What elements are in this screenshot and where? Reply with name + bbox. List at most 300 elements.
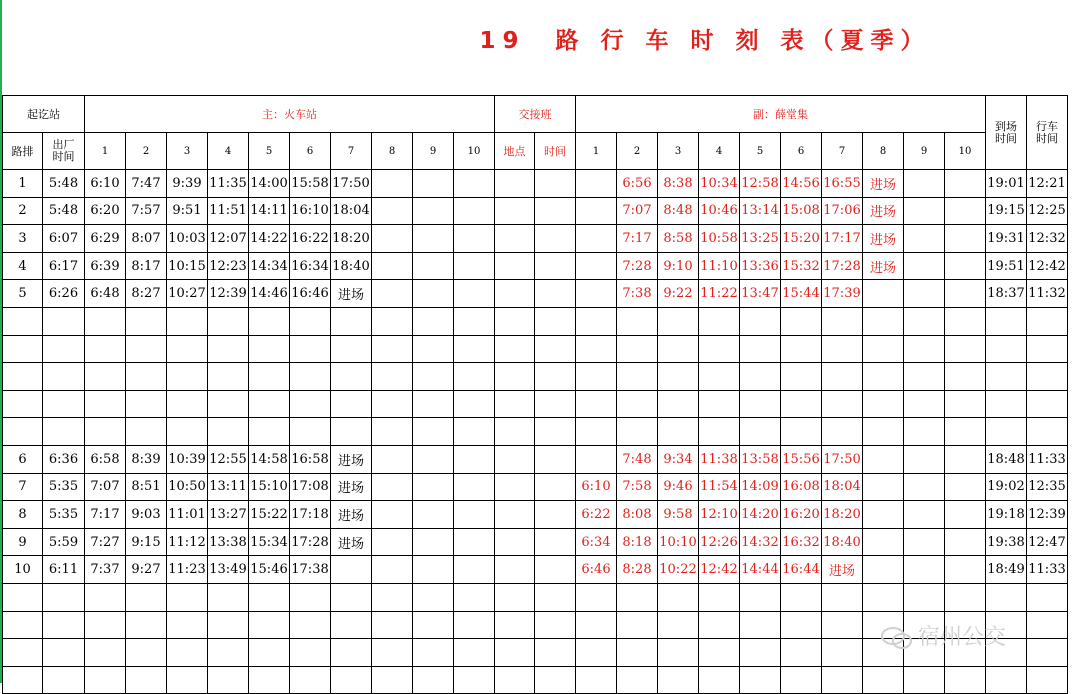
empty-cell (495, 307, 535, 335)
empty-cell (208, 611, 249, 639)
main-time-cell: 17:50 (331, 170, 372, 198)
sub-time-cell: 11:38 (699, 445, 740, 473)
empty-cell (126, 363, 167, 391)
empty-cell (413, 418, 454, 446)
table-row (3, 556, 1068, 584)
main-time-cell: 进场 (331, 501, 372, 529)
empty-cell (904, 307, 945, 335)
empty-cell (3, 390, 43, 418)
handover-place-cell (495, 445, 535, 473)
empty-cell (658, 639, 699, 667)
empty-cell (822, 639, 863, 667)
empty-cell (208, 583, 249, 611)
empty-cell (495, 335, 535, 363)
sub-time-cell: 10:34 (699, 170, 740, 198)
main-time-cell: 15:46 (249, 556, 290, 584)
main-time-cell (454, 528, 495, 556)
main-time-cell: 9:15 (126, 528, 167, 556)
runtime-cell: 12:21 (1027, 170, 1068, 198)
empty-cell (413, 583, 454, 611)
sub-time-cell (576, 170, 617, 198)
empty-cell (167, 307, 208, 335)
main-time-cell: 7:17 (85, 501, 126, 529)
arrive-time-header: 到场 时间 (986, 96, 1027, 170)
empty-cell (617, 611, 658, 639)
empty-cell (43, 363, 85, 391)
main-time-cell: 13:27 (208, 501, 249, 529)
sub-time-cell: 13:25 (740, 225, 781, 253)
main-time-cell: 15:22 (249, 501, 290, 529)
empty-cell (372, 390, 413, 418)
empty-cell (372, 666, 413, 694)
main-time-cell: 9:39 (167, 170, 208, 198)
sub-time-cell: 13:58 (740, 445, 781, 473)
main-time-cell: 6:29 (85, 225, 126, 253)
empty-cell (576, 666, 617, 694)
handover-place-cell (495, 197, 535, 225)
empty-cell (781, 418, 822, 446)
table-row (3, 170, 1068, 198)
main-time-cell: 进场 (331, 528, 372, 556)
sub-time-cell: 13:14 (740, 197, 781, 225)
arrive-cell: 19:31 (986, 225, 1027, 253)
handover-place-header: 地点 (495, 133, 535, 170)
main-col-header: 9 (413, 133, 454, 170)
sub-time-cell: 12:26 (699, 528, 740, 556)
main-time-cell: 12:07 (208, 225, 249, 253)
arrive-cell: 18:37 (986, 280, 1027, 308)
empty-cell (986, 335, 1027, 363)
sub-time-cell: 10:10 (658, 528, 699, 556)
main-time-cell: 14:46 (249, 280, 290, 308)
empty-cell (740, 307, 781, 335)
handover-time-cell (535, 225, 576, 253)
main-col-header: 1 (85, 133, 126, 170)
empty-cell (167, 639, 208, 667)
empty-cell (290, 583, 331, 611)
sub-time-cell: 7:48 (617, 445, 658, 473)
empty-cell (822, 666, 863, 694)
main-time-cell: 6:48 (85, 280, 126, 308)
depart-cell: 5:59 (43, 528, 85, 556)
handover-time-header: 时间 (535, 133, 576, 170)
empty-cell (3, 363, 43, 391)
main-time-cell: 10:27 (167, 280, 208, 308)
sub-time-cell: 15:56 (781, 445, 822, 473)
timetable (2, 95, 1068, 694)
sub-time-cell: 6:10 (576, 473, 617, 501)
main-time-cell: 进场 (331, 280, 372, 308)
main-time-cell: 10:03 (167, 225, 208, 253)
empty-cell (167, 666, 208, 694)
sub-time-cell: 7:07 (617, 197, 658, 225)
sub-time-cell (945, 197, 986, 225)
empty-cell (290, 390, 331, 418)
empty-cell (372, 335, 413, 363)
sub-time-cell: 15:32 (781, 252, 822, 280)
empty-cell (208, 335, 249, 363)
empty-cell (822, 335, 863, 363)
depart-cell: 5:48 (43, 197, 85, 225)
empty-cell (126, 639, 167, 667)
handover-time-cell (535, 528, 576, 556)
empty-cell (454, 639, 495, 667)
runtime-header: 行车 时间 (1027, 96, 1068, 170)
main-time-cell (454, 501, 495, 529)
empty-cell (85, 307, 126, 335)
empty-cell (904, 390, 945, 418)
main-time-cell: 15:10 (249, 473, 290, 501)
empty-cell (945, 363, 986, 391)
empty-cell (904, 583, 945, 611)
runtime-cell: 12:47 (1027, 528, 1068, 556)
main-time-cell: 13:49 (208, 556, 249, 584)
sub-time-cell: 8:08 (617, 501, 658, 529)
sub-time-cell: 13:36 (740, 252, 781, 280)
main-col-header: 3 (167, 133, 208, 170)
empty-cell (43, 418, 85, 446)
empty-row (3, 307, 1068, 335)
main-time-cell (372, 445, 413, 473)
main-time-cell: 11:51 (208, 197, 249, 225)
empty-cell (986, 418, 1027, 446)
sub-time-cell (863, 528, 904, 556)
empty-cell (535, 666, 576, 694)
runtime-cell: 11:32 (1027, 280, 1068, 308)
empty-cell (372, 639, 413, 667)
empty-cell (1027, 307, 1068, 335)
table-row (3, 225, 1068, 253)
empty-cell (945, 583, 986, 611)
main-time-cell: 17:18 (290, 501, 331, 529)
sub-time-cell: 9:46 (658, 473, 699, 501)
empty-cell (1027, 639, 1068, 667)
sub-time-cell (904, 556, 945, 584)
empty-cell (822, 418, 863, 446)
depart-cell: 6:36 (43, 445, 85, 473)
main-time-cell (372, 501, 413, 529)
sub-time-cell: 7:28 (617, 252, 658, 280)
empty-cell (617, 639, 658, 667)
sub-time-cell: 16:44 (781, 556, 822, 584)
handover-place-cell (495, 556, 535, 584)
empty-cell (495, 583, 535, 611)
runtime-cell: 12:39 (1027, 501, 1068, 529)
main-time-cell: 进场 (331, 445, 372, 473)
main-time-cell: 7:37 (85, 556, 126, 584)
sub-time-cell: 14:09 (740, 473, 781, 501)
sub-time-cell (863, 445, 904, 473)
empty-cell (85, 666, 126, 694)
sub-time-cell: 11:54 (699, 473, 740, 501)
handover-time-cell (535, 501, 576, 529)
empty-cell (658, 418, 699, 446)
main-time-cell (454, 170, 495, 198)
sub-time-cell (904, 280, 945, 308)
empty-cell (781, 639, 822, 667)
empty-cell (658, 363, 699, 391)
main-time-cell: 10:15 (167, 252, 208, 280)
empty-cell (576, 390, 617, 418)
main-time-cell: 10:39 (167, 445, 208, 473)
sub-time-cell: 17:06 (822, 197, 863, 225)
empty-cell (781, 335, 822, 363)
table-row (3, 528, 1068, 556)
depart-cell: 5:35 (43, 473, 85, 501)
sub-time-cell: 17:50 (822, 445, 863, 473)
arrive-cell: 18:49 (986, 556, 1027, 584)
empty-cell (43, 307, 85, 335)
sub-time-cell: 12:42 (699, 556, 740, 584)
empty-cell (617, 583, 658, 611)
empty-cell (863, 335, 904, 363)
empty-cell (290, 639, 331, 667)
main-time-cell (454, 252, 495, 280)
empty-cell (249, 666, 290, 694)
main-time-cell: 16:22 (290, 225, 331, 253)
main-time-cell: 14:11 (249, 197, 290, 225)
sub-station-header: 副：薛堂集 (576, 96, 986, 133)
sub-time-cell: 10:22 (658, 556, 699, 584)
empty-cell (986, 307, 1027, 335)
empty-cell (740, 335, 781, 363)
sub-time-cell: 7:58 (617, 473, 658, 501)
main-time-cell (413, 501, 454, 529)
main-time-cell (413, 528, 454, 556)
sub-time-cell: 15:44 (781, 280, 822, 308)
sub-col-header: 8 (863, 133, 904, 170)
main-time-cell (413, 170, 454, 198)
empty-cell (208, 418, 249, 446)
empty-cell (740, 639, 781, 667)
empty-cell (413, 611, 454, 639)
main-time-cell: 14:58 (249, 445, 290, 473)
main-time-cell: 6:10 (85, 170, 126, 198)
table-row (3, 280, 1068, 308)
empty-cell (3, 418, 43, 446)
empty-cell (617, 307, 658, 335)
empty-cell (863, 583, 904, 611)
empty-cell (126, 307, 167, 335)
main-time-cell: 6:58 (85, 445, 126, 473)
handover-time-cell (535, 280, 576, 308)
main-time-cell: 8:39 (126, 445, 167, 473)
empty-cell (699, 363, 740, 391)
empty-cell (699, 666, 740, 694)
sub-time-cell: 9:10 (658, 252, 699, 280)
sub-time-cell: 6:22 (576, 501, 617, 529)
empty-cell (331, 418, 372, 446)
sub-time-cell (904, 170, 945, 198)
table-row (3, 473, 1068, 501)
header-row-2 (3, 133, 1068, 170)
empty-cell (863, 363, 904, 391)
empty-cell (331, 363, 372, 391)
handover-place-cell (495, 473, 535, 501)
main-col-header: 7 (331, 133, 372, 170)
empty-cell (863, 307, 904, 335)
main-time-cell: 18:20 (331, 225, 372, 253)
empty-cell (331, 583, 372, 611)
main-time-cell: 15:34 (249, 528, 290, 556)
depart-cell: 6:11 (43, 556, 85, 584)
empty-cell (331, 307, 372, 335)
empty-cell (822, 307, 863, 335)
route-cell: 2 (3, 197, 43, 225)
empty-cell (699, 335, 740, 363)
empty-cell (413, 335, 454, 363)
main-time-cell: 18:04 (331, 197, 372, 225)
main-time-cell: 9:27 (126, 556, 167, 584)
depart-cell: 6:17 (43, 252, 85, 280)
route-cell: 7 (3, 473, 43, 501)
main-time-cell (413, 556, 454, 584)
empty-cell (1027, 666, 1068, 694)
sub-time-cell: 9:34 (658, 445, 699, 473)
main-col-header: 5 (249, 133, 290, 170)
empty-cell (904, 418, 945, 446)
sub-time-cell (945, 252, 986, 280)
empty-cell (85, 390, 126, 418)
arrive-cell: 19:51 (986, 252, 1027, 280)
main-time-cell (413, 225, 454, 253)
empty-cell (290, 666, 331, 694)
depart-cell: 5:35 (43, 501, 85, 529)
handover-place-cell (495, 501, 535, 529)
sub-time-cell: 9:58 (658, 501, 699, 529)
sub-time-cell (904, 501, 945, 529)
sub-time-cell: 14:32 (740, 528, 781, 556)
sub-time-cell: 6:34 (576, 528, 617, 556)
handover-header: 交接班 (495, 96, 576, 133)
main-time-cell (372, 170, 413, 198)
empty-cell (126, 418, 167, 446)
empty-cell (413, 307, 454, 335)
route-header: 路排 (3, 133, 43, 170)
arrive-cell: 18:48 (986, 445, 1027, 473)
empty-cell (781, 307, 822, 335)
empty-row (3, 390, 1068, 418)
empty-cell (863, 390, 904, 418)
sub-time-cell: 7:17 (617, 225, 658, 253)
empty-row (3, 335, 1068, 363)
main-time-cell: 11:01 (167, 501, 208, 529)
sub-time-cell: 14:20 (740, 501, 781, 529)
empty-cell (576, 639, 617, 667)
sub-time-cell: 6:46 (576, 556, 617, 584)
empty-cell (3, 639, 43, 667)
empty-cell (740, 666, 781, 694)
watermark-text: 宿州公交 (918, 625, 1007, 650)
handover-place-cell (495, 170, 535, 198)
sub-time-cell (904, 225, 945, 253)
empty-cell (372, 307, 413, 335)
sub-time-cell: 11:10 (699, 252, 740, 280)
empty-cell (576, 611, 617, 639)
watermark (880, 620, 1006, 651)
empty-cell (331, 390, 372, 418)
empty-cell (43, 583, 85, 611)
sub-time-cell: 进场 (863, 197, 904, 225)
main-time-cell (372, 252, 413, 280)
empty-cell (167, 583, 208, 611)
sub-time-cell: 进场 (822, 556, 863, 584)
empty-cell (495, 390, 535, 418)
empty-cell (699, 583, 740, 611)
main-time-cell: 18:40 (331, 252, 372, 280)
empty-cell (3, 666, 43, 694)
route-cell: 1 (3, 170, 43, 198)
sub-time-cell: 18:04 (822, 473, 863, 501)
empty-cell (454, 611, 495, 639)
empty-cell (781, 666, 822, 694)
main-time-cell (454, 280, 495, 308)
sub-time-cell: 13:47 (740, 280, 781, 308)
sub-time-cell (863, 473, 904, 501)
main-col-header: 10 (454, 133, 495, 170)
sub-time-cell: 8:58 (658, 225, 699, 253)
sub-time-cell (945, 528, 986, 556)
empty-cell (863, 418, 904, 446)
main-time-cell (454, 225, 495, 253)
empty-cell (986, 390, 1027, 418)
handover-time-cell (535, 252, 576, 280)
main-time-cell (454, 197, 495, 225)
sub-col-header: 3 (658, 133, 699, 170)
sub-time-cell: 17:39 (822, 280, 863, 308)
arrive-cell: 19:02 (986, 473, 1027, 501)
empty-cell (781, 583, 822, 611)
arrive-cell: 19:15 (986, 197, 1027, 225)
sub-time-cell: 11:22 (699, 280, 740, 308)
sub-time-cell: 16:20 (781, 501, 822, 529)
empty-cell (1027, 335, 1068, 363)
main-time-cell: 11:23 (167, 556, 208, 584)
handover-place-cell (495, 280, 535, 308)
main-time-cell: 16:10 (290, 197, 331, 225)
sub-col-header: 5 (740, 133, 781, 170)
empty-cell (822, 583, 863, 611)
main-time-cell (372, 556, 413, 584)
empty-cell (85, 335, 126, 363)
main-time-cell: 7:07 (85, 473, 126, 501)
empty-cell (535, 307, 576, 335)
main-time-cell: 17:28 (290, 528, 331, 556)
empty-cell (208, 390, 249, 418)
main-time-cell: 14:34 (249, 252, 290, 280)
sub-time-cell (945, 501, 986, 529)
table-row (3, 445, 1068, 473)
main-time-cell: 12:39 (208, 280, 249, 308)
main-col-header: 2 (126, 133, 167, 170)
handover-place-cell (495, 225, 535, 253)
empty-cell (454, 307, 495, 335)
empty-cell (413, 363, 454, 391)
empty-cell (372, 583, 413, 611)
empty-cell (126, 611, 167, 639)
empty-cell (740, 418, 781, 446)
sub-time-cell: 进场 (863, 170, 904, 198)
route-cell: 5 (3, 280, 43, 308)
empty-cell (495, 639, 535, 667)
empty-row (3, 418, 1068, 446)
sub-time-cell: 18:20 (822, 501, 863, 529)
main-time-cell (331, 556, 372, 584)
runtime-cell: 12:25 (1027, 197, 1068, 225)
empty-cell (658, 307, 699, 335)
empty-cell (535, 639, 576, 667)
empty-cell (290, 335, 331, 363)
